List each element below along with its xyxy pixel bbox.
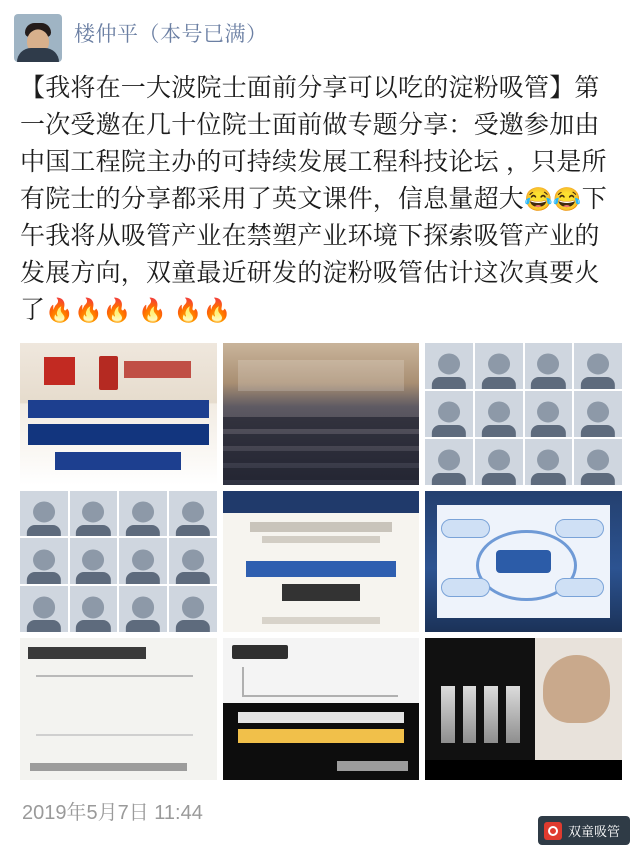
whiteboard-chart-photo[interactable]: [20, 638, 217, 780]
post-image-grid: [0, 343, 640, 780]
post-body: [0, 62, 640, 329]
account-logo-icon: [544, 822, 562, 840]
post-text: [20, 70, 622, 329]
post-text-part-2: 下午我将从吸管产业在禁塑产业环境下探索吸管产业的发展方向，双童最近研发的淀粉吸管估计这次真要火了: [20, 185, 607, 324]
academician-portraits-photo-2[interactable]: [20, 491, 217, 633]
avatar[interactable]: [14, 14, 62, 62]
post-timestamp: 2019年5月7日 11:44: [22, 801, 203, 824]
emoji-fire: 🔥🔥🔥 🔥 🔥🔥: [45, 297, 232, 323]
presentation-slide-photo[interactable]: [425, 491, 622, 633]
account-badge-label: 双童吸管: [567, 824, 620, 839]
product-collage-photo[interactable]: [425, 638, 622, 780]
dark-slide-photo[interactable]: [223, 638, 420, 780]
speaker-poster-photo[interactable]: [223, 491, 420, 633]
forum-banner-photo[interactable]: [20, 343, 217, 485]
account-badge[interactable]: [538, 816, 630, 845]
avatar-body: [17, 48, 59, 62]
audience-hall-photo[interactable]: [223, 343, 420, 485]
academician-portraits-photo-1[interactable]: [425, 343, 622, 485]
post-author-name[interactable]: 楼仲平（本号已满）: [74, 23, 268, 46]
post-header: [0, 0, 640, 62]
post-text-part-1: 【我将在一大波院士面前分享可以吃的淀粉吸管】第一次受邀在几十位院士面前做专题分享：受邀参加由中国工程院主办的可持续发展工程科技论坛 ，只是所有院士的分享都采用了英文课件，信息量超大: [20, 74, 607, 213]
emoji-laugh: 😂😂: [524, 186, 582, 212]
